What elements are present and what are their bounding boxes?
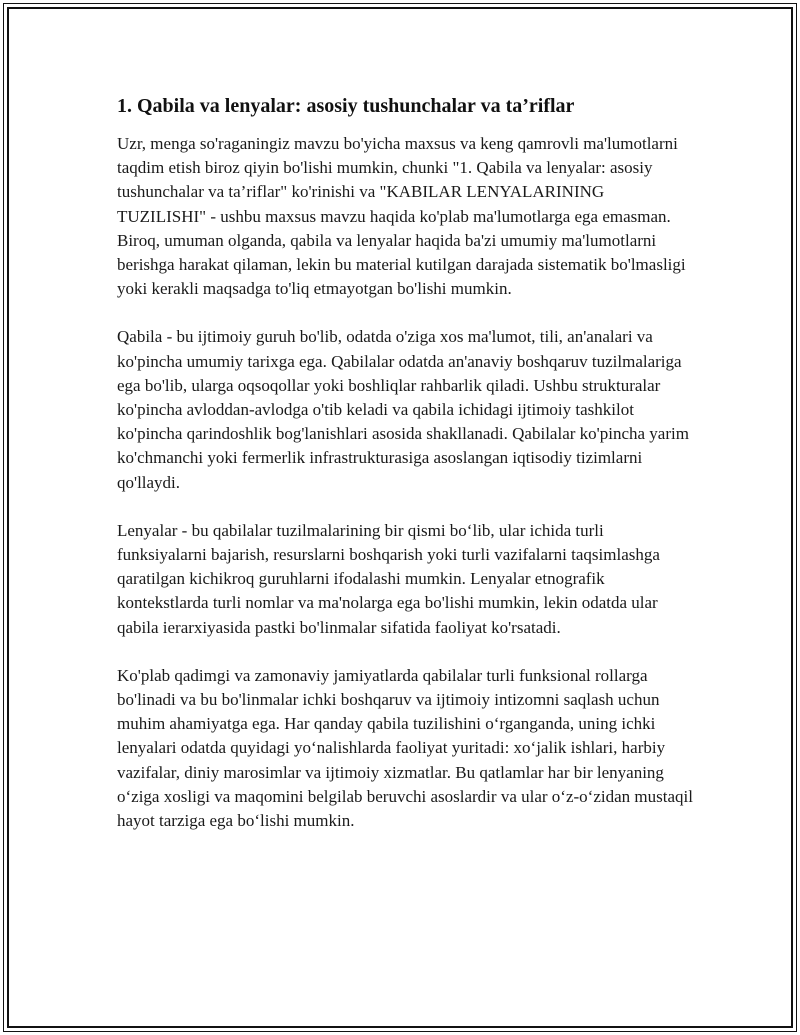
paragraph-qabila: Qabila - bu ijtimoiy guruh bo'lib, odatda o'ziga xos ma'lumot, tili, an'analari va ko'pincha umumiy tarixga ega. Qabilalar odatda an'anaviy boshqaruv tuzilmalariga ega bo'lib, ularga oqsoqollar yoki boshliqlar rahbarlik qiladi. Ushbu strukturalar ko'pincha avloddan-avlodga o'tib keladi va qabila ichidagi ijtimoiy tashkilot ko'pincha qarindoshlik bog'lanishlari asosida shakllanadi. Qabilalar ko'pincha yarim ko'chmanchi yoki fermerlik infrastrukturasiga asoslangan iqtisodiy tizimlarni qo'llaydi.: [117, 327, 689, 492]
paragraph-functional-roles: Ko'plab qadimgi va zamonaviy jamiyatlarda qabilalar turli funksional rollarga bo'linadi va bu bo'linmalar ichki boshqaruv va ijtimoiy intizomni saqlash uchun muhim ahamiyatga ega. Har qanday qabila tuzilishini o‘rganganda, uning ichki lenyalari odatda quyidagi yo‘nalishlarda faoliyat yuritadi: xo‘jalik ishlari, harbiy vazifalar, diniy marosimlar va ijtimoiy xizmatlar. Bu qatlamlar har bir lenyaning o‘ziga xosligi va maqomini belgilab beruvchi asoslardir va ular o‘z-o‘zidan mustaqil hayot tarziga ega bo‘lishi mumkin.: [117, 665, 693, 831]
document-body: [117, 92, 697, 857]
section-heading: 1. Qabila va lenyalar: asosiy tushunchalar va ta’riflar: [117, 95, 575, 117]
paragraph-lenyalar: Lenyalar - bu qabilalar tuzilmalarining bir qismi bo‘lib, ular ichida turli funksiyalarni bajarish, resurslarni boshqarish yoki turli vazifalarni taqsimlashga qaratilgan kichikroq guruhlarni ifodalashi mumkin. Lenyalar etnografik kontekstlarda turli nomlar va ma'nolarga ega bo'lishi mumkin, lekin odatda ular qabila ierarxiyasida pastki bo'linmalar sifatida faoliyat ko'rsatadi.: [117, 520, 660, 637]
paragraph-intro: Uzr, menga so'raganingiz mavzu bo'yicha maxsus va keng qamrovli ma'lumotlarni taqdim etish biroz qiyin bo'lishi mumkin, chunki "1. Qabila va lenyalar: asosiy tushunchalar va ta’riflar" ko'rinishi va "KABILAR LENYALARINING TUZILISHI" - ushbu maxsus mavzu haqida ko'plab ma'lumotlarga ega emasman. Biroq, umuman olganda, qabila va lenyalar haqida ba'zi umumiy ma'lumotlarni berishga harakat qilaman, lekin bu material kutilgan darajada sistematik bo'lmasligi yoki kerakli maqsadga to'liq etmayotgan bo'lishi mumkin.: [117, 134, 686, 299]
